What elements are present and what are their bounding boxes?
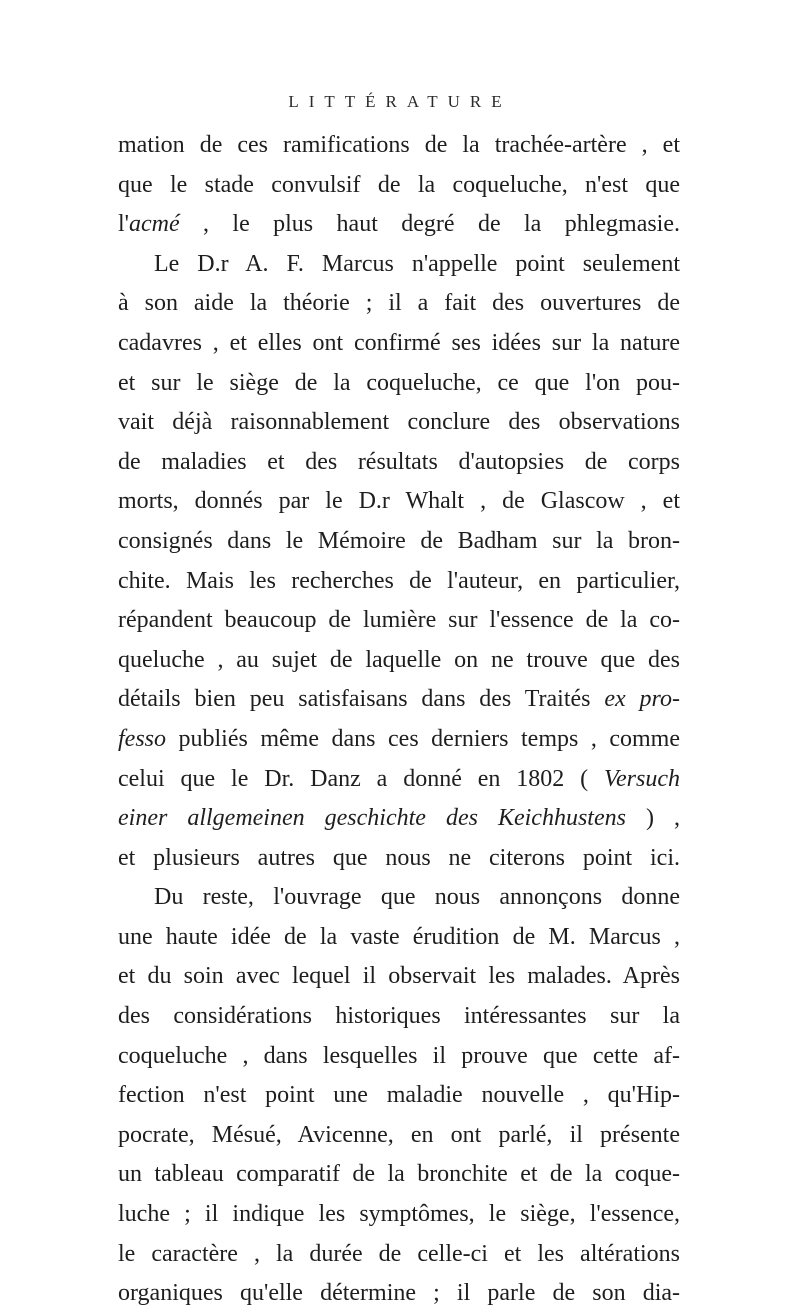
body-text <box>118 126 680 1314</box>
text-line: celui que le Dr. Danz a donné en 1802 ( Versuch <box>118 765 680 792</box>
text-line: morts, donnés par le D.r Whalt , de Glascow , et <box>118 488 680 515</box>
text-line: fesso publiés même dans ces derniers temps , comme <box>118 725 680 752</box>
text-line: détails bien peu satisfaisans dans des Traités ex pro- <box>118 686 680 713</box>
text-line: fection n'est point une maladie nouvelle , qu'Hip- <box>118 1082 680 1109</box>
text-line: un tableau comparatif de la bronchite et de la coque- <box>118 1161 680 1188</box>
text-line: à son aide la théorie ; il a fait des ouvertures de <box>118 290 680 317</box>
text-line: chite. Mais les recherches de l'auteur, en particulier, <box>118 567 680 594</box>
text-line: vait déjà raisonnablement conclure des observations <box>118 409 680 436</box>
text-line: une haute idée de la vaste érudition de M. Marcus , <box>118 923 680 950</box>
text-line: le caractère , la durée de celle-ci et les altérations <box>118 1240 680 1267</box>
text-line: luche ; il indique les symptômes, le siège, l'essence, <box>118 1201 680 1228</box>
text-line: de maladies et des résultats d'autopsies de corps <box>118 448 680 475</box>
text-line: et du soin avec lequel il observait les malades. Après <box>118 963 680 990</box>
italic-phrase: Versuch <box>604 765 680 792</box>
italic-phrase: ex pro- <box>604 686 680 713</box>
text-line: des considérations historiques intéressantes sur la <box>118 1003 680 1030</box>
text-line: coqueluche , dans lesquelles il prouve que cette af- <box>118 1042 680 1069</box>
italic-phrase: einer allgemeinen geschichte des Keichhustens <box>118 805 626 832</box>
text-line: répandent beaucoup de lumière sur l'essence de la co- <box>118 607 680 634</box>
running-head: LITTÉRATURE <box>288 92 512 111</box>
text-line: mation de ces ramifications de la trachée-artère , et <box>118 132 680 158</box>
text-line: queluche , au sujet de laquelle on ne trouve que des <box>118 646 680 673</box>
text-line: pocrate, Mésué, Avicenne, en ont parlé, il présente <box>118 1121 680 1148</box>
text-line: cadavres , et elles ont confirmé ses idées sur la nature <box>118 329 680 356</box>
italic-phrase: acmé <box>129 211 180 238</box>
text-line: organiques qu'elle détermine ; il parle de son dia- <box>118 1280 680 1307</box>
text-line: einer allgemeinen geschichte des Keichhustens ) , <box>118 805 680 832</box>
text-line: consignés dans le Mémoire de Badham sur la bron- <box>118 527 680 554</box>
text-line: et sur le siège de la coqueluche, ce que l'on pou- <box>118 369 680 396</box>
text-line: Du reste, l'ouvrage que nous annonçons donne <box>154 884 680 911</box>
text-line: que le stade convulsif de la coqueluche, n'est que <box>118 171 680 198</box>
text-line: l'acmé , le plus haut degré de la phlegmasie. <box>118 211 680 238</box>
text-line: et plusieurs autres que nous ne citerons point ici. <box>118 844 680 871</box>
italic-phrase: fesso <box>118 725 166 752</box>
text-line: Le D.r A. F. Marcus n'appelle point seulement <box>154 250 680 277</box>
